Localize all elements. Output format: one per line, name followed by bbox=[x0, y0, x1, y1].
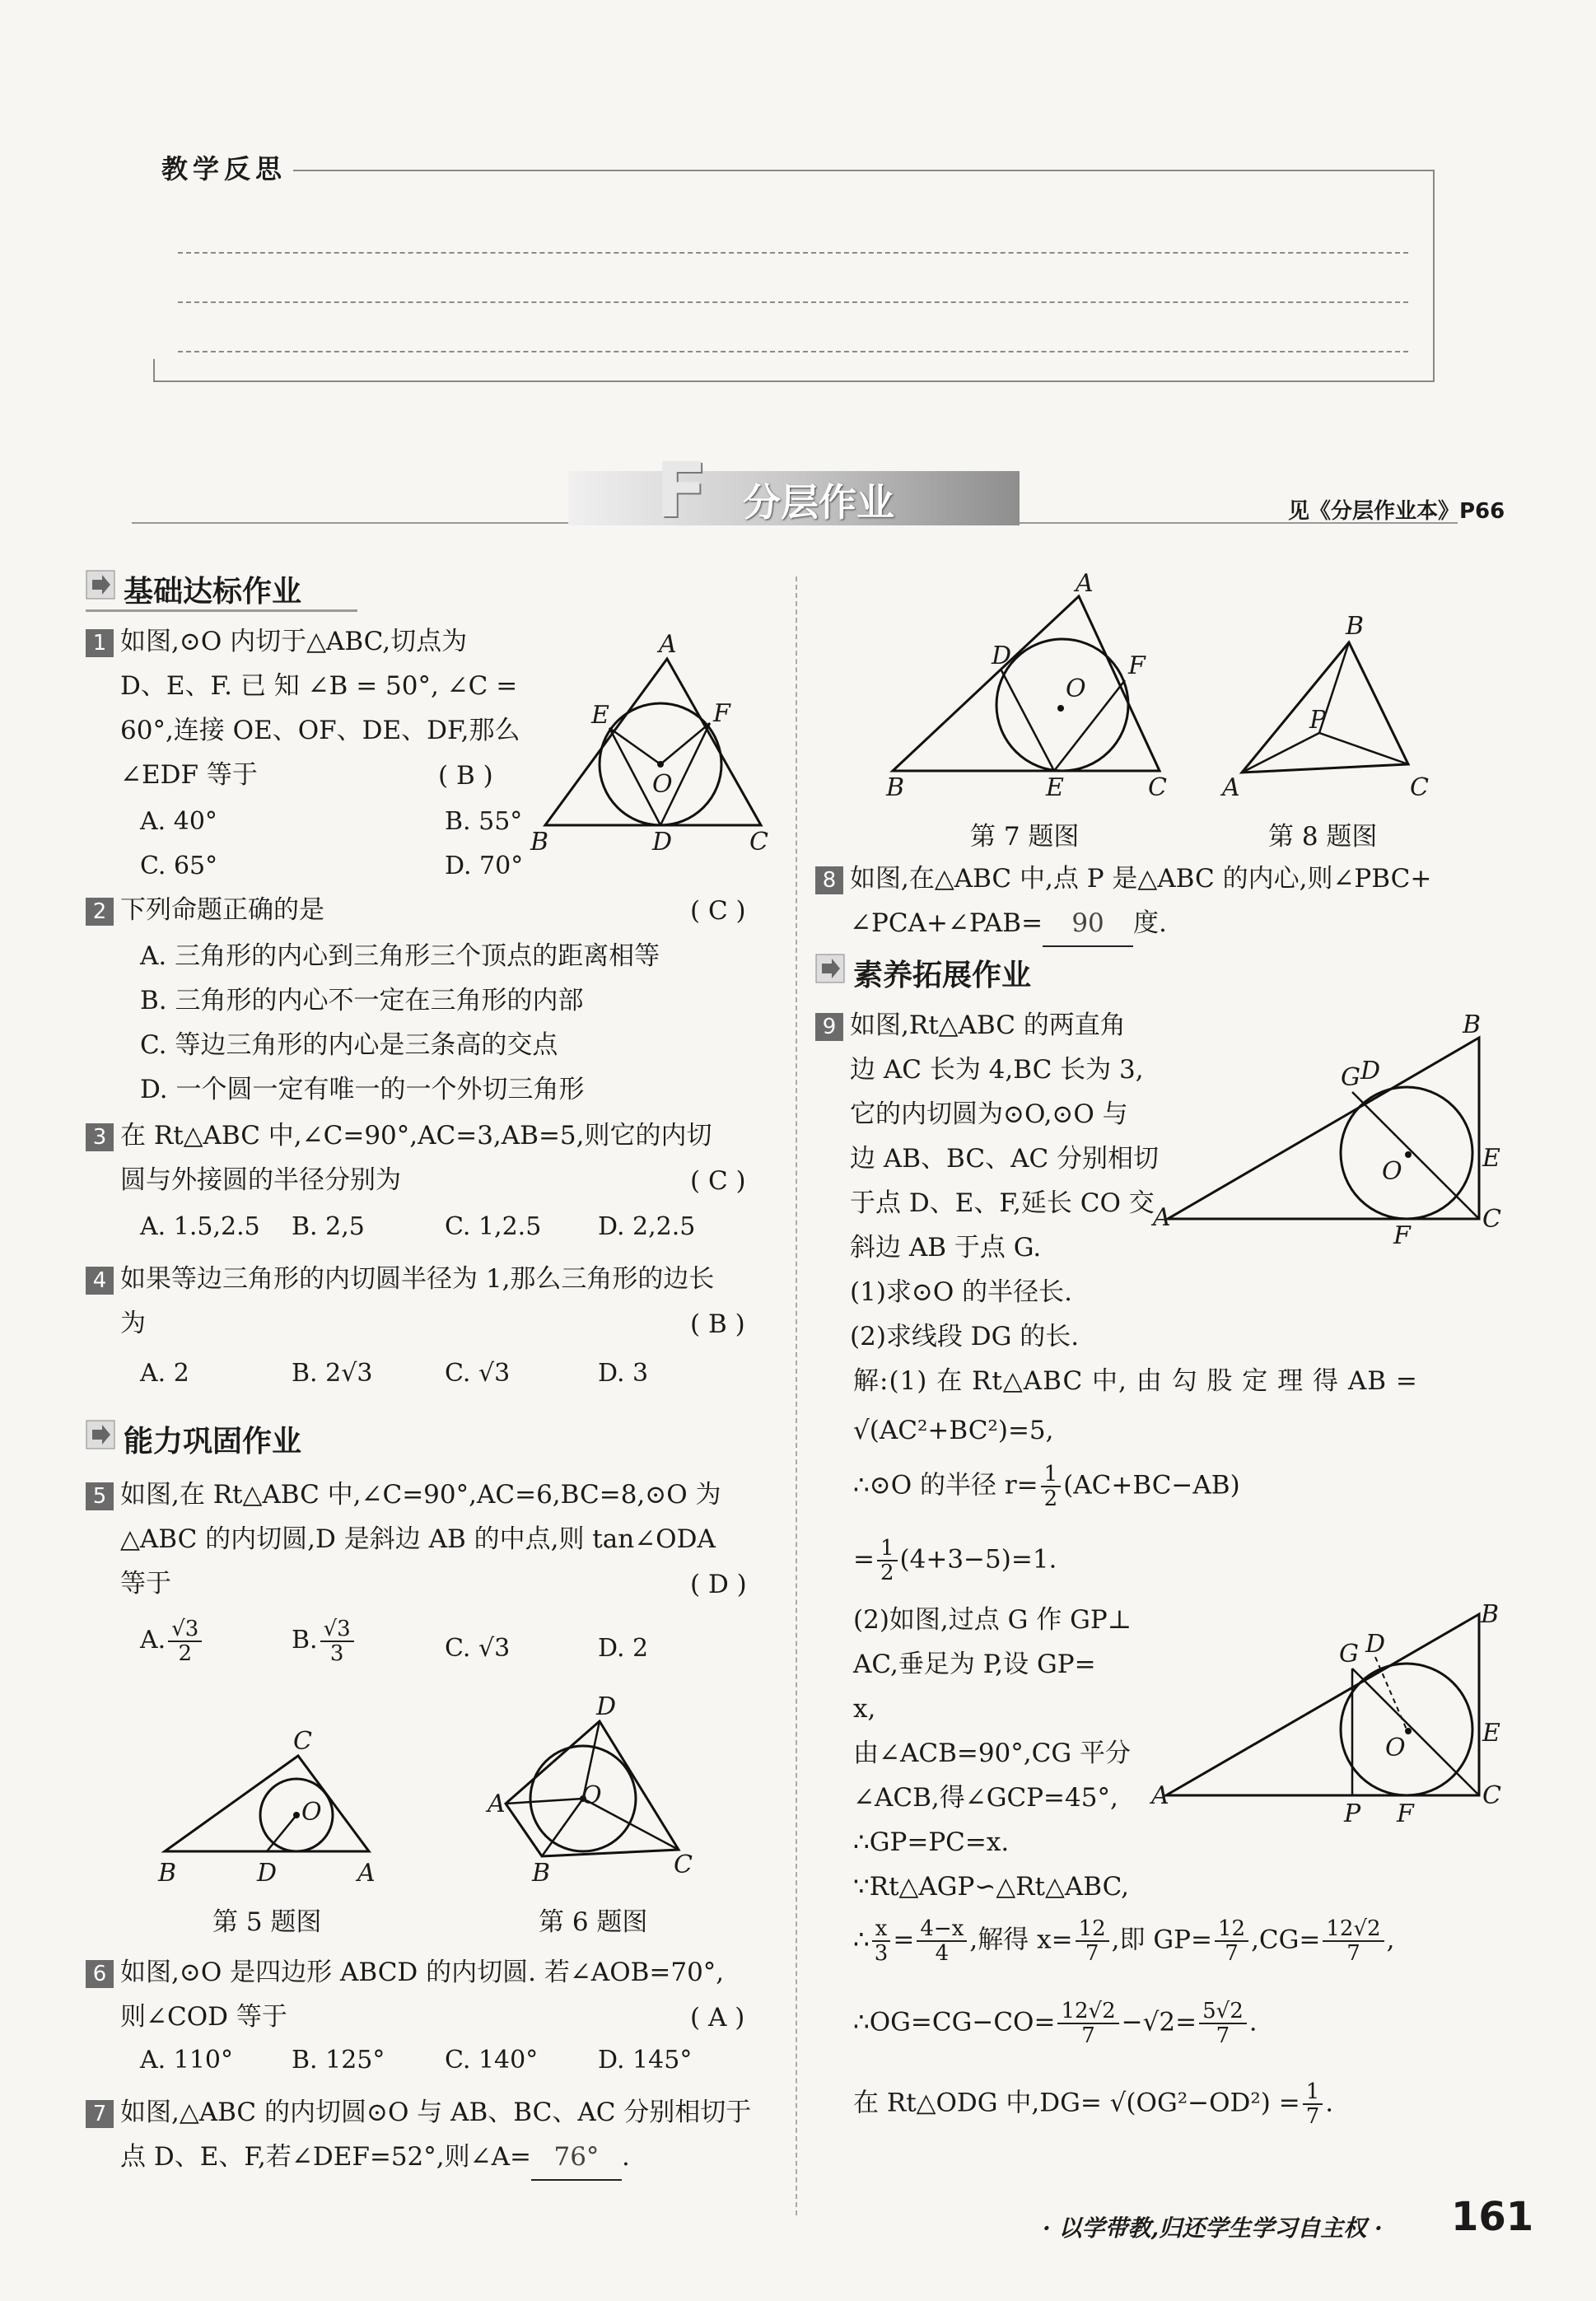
svg-text:D: D bbox=[992, 642, 1012, 670]
q9-solution-12: ∴ $\frac{x}{3}$ = $\frac{4-x}{4}$ ,解得 x= $\frac{12}{7}$ ,即 GP= $\frac{12}{7}$ ,CG= $\frac{12√2}{7}$ , bbox=[853, 1916, 1395, 1966]
q6-figure bbox=[483, 1697, 721, 1886]
q2-answer: ( C ) bbox=[690, 896, 746, 926]
q8-figure bbox=[1217, 609, 1440, 807]
fig5-caption: 第 5 题图 bbox=[212, 1907, 322, 1937]
q1-figure bbox=[527, 626, 774, 856]
q8-line-2: ∠PCA+∠PAB= 90 度. bbox=[850, 901, 1167, 947]
svg-text:C: C bbox=[749, 828, 768, 856]
q7-line-2: 点 D、E、F,若∠DEF=52°,则∠A= 76° . bbox=[120, 2135, 630, 2181]
q7-figure bbox=[881, 572, 1178, 810]
svg-text:A: A bbox=[488, 1790, 506, 1818]
svg-text:C: C bbox=[1410, 773, 1429, 802]
q5-line-1: 5 如图,在 Rt△ABC 中,∠C=90°,AC=6,BC=8,⊙O 为 bbox=[86, 1473, 721, 1517]
arrow-icon bbox=[815, 954, 845, 983]
svg-text:B: B bbox=[532, 1859, 551, 1886]
q5-line-2: △ABC 的内切圆,D 是斜边 AB 的中点,则 tan∠ODA bbox=[120, 1524, 716, 1554]
q9-solution-7: x, bbox=[853, 1694, 876, 1724]
q1-option-d: D. 70° bbox=[445, 852, 524, 880]
q3-option-c: C. 1,2.5 bbox=[445, 1212, 542, 1241]
q7-line-1: 7 如图,△ABC 的内切圆⊙O 与 AB、BC、AC 分别相切于 bbox=[86, 2090, 751, 2135]
q6-option-d: D. 145° bbox=[598, 2046, 693, 2075]
svg-text:C: C bbox=[293, 1727, 312, 1756]
q9-sub-2: (2)求线段 DG 的长. bbox=[850, 1322, 1080, 1351]
q8-blank: 90 bbox=[1043, 901, 1133, 947]
q5-option-d: D. 2 bbox=[598, 1634, 649, 1663]
q5-figure bbox=[153, 1725, 392, 1889]
q9-line-1: 9 如图,Rt△ABC 的两直角 bbox=[815, 1003, 1126, 1048]
q3-answer: ( C ) bbox=[690, 1166, 746, 1196]
q4-option-b: B. 2√3 bbox=[292, 1359, 373, 1388]
fig6-caption: 第 6 题图 bbox=[539, 1907, 648, 1937]
q9-line-3: 它的内切圆为⊙O,⊙O 与 bbox=[850, 1099, 1128, 1129]
svg-text:D: D bbox=[596, 1697, 617, 1721]
q9-figure-2 bbox=[1150, 1598, 1512, 1828]
q4-option-c: C. √3 bbox=[445, 1359, 511, 1388]
q4-line-2: 为 bbox=[120, 1309, 146, 1338]
q9-line-6: 斜边 AB 于点 G. bbox=[850, 1233, 1042, 1263]
fig8-caption: 第 8 题图 bbox=[1268, 822, 1378, 852]
svg-text:F: F bbox=[1397, 1799, 1414, 1828]
svg-text:A: A bbox=[659, 630, 677, 659]
q9-sub-1: (1)求⊙O 的半径长. bbox=[850, 1277, 1073, 1307]
svg-text:E: E bbox=[1046, 773, 1064, 802]
svg-text:O: O bbox=[1066, 674, 1086, 703]
section-extend-label: 素养拓展作业 bbox=[853, 959, 1032, 992]
q3-option-b: B. 2,5 bbox=[292, 1212, 365, 1241]
svg-text:B: B bbox=[886, 773, 905, 802]
svg-text:B: B bbox=[158, 1859, 177, 1888]
svg-text:F: F bbox=[1128, 651, 1146, 680]
q9-solution-14: 在 Rt△ODG 中,DG= √(OG²−OD²) = $\frac{1}{7}$ . bbox=[853, 2079, 1334, 2129]
svg-text:D: D bbox=[1360, 1057, 1381, 1085]
svg-text:B: B bbox=[1346, 612, 1365, 641]
q9-figure-1 bbox=[1150, 1005, 1512, 1252]
reflection-line-3 bbox=[178, 351, 1408, 352]
reflection-box-left bbox=[153, 359, 155, 382]
q2-option-a: A. 三角形的内心到三角形三个顶点的距离相等 bbox=[140, 941, 660, 971]
svg-text:A: A bbox=[357, 1859, 376, 1888]
section-basic bbox=[86, 563, 357, 612]
q6-answer: ( A ) bbox=[690, 2003, 745, 2033]
q9-line-5: 于点 D、E、F,延长 CO 交 bbox=[850, 1188, 1155, 1218]
q9-line-4: 边 AB、BC、AC 分别相切 bbox=[850, 1144, 1160, 1174]
arrow-icon bbox=[86, 570, 115, 600]
q6-option-b: B. 125° bbox=[292, 2046, 385, 2075]
q8-number: 8 bbox=[815, 866, 843, 894]
q5-option-c: C. √3 bbox=[445, 1634, 511, 1663]
column-divider bbox=[796, 576, 797, 2215]
q9-line-2: 边 AC 长为 4,BC 长为 3, bbox=[850, 1055, 1144, 1085]
q9-solution-1: 解:(1) 在 Rt△ABC 中, 由 勾 股 定 理 得 AB = bbox=[853, 1366, 1418, 1396]
q1-answer: ( B ) bbox=[438, 761, 493, 791]
svg-text:D: D bbox=[652, 828, 673, 856]
q2-option-d: D. 一个圆一定有唯一的一个外切三角形 bbox=[140, 1075, 585, 1104]
banner-ref: 见《分层作业本》P66 bbox=[1288, 499, 1505, 524]
svg-text:C: C bbox=[1482, 1781, 1501, 1810]
q9-solution-5: (2)如图,过点 G 作 GP⊥ bbox=[853, 1605, 1132, 1635]
q9-solution-3: ∴⊙O 的半径 r= $\frac{1}{2}$ (AC+BC−AB) bbox=[853, 1462, 1240, 1511]
svg-text:O: O bbox=[581, 1781, 602, 1810]
q1-line-3: 60°,连接 OE、OF、DE、DF,那么 bbox=[120, 716, 520, 745]
svg-text:A: A bbox=[1153, 1203, 1171, 1232]
q1-line-2: D、E、F. 已 知 ∠B = 50°, ∠C = bbox=[120, 671, 518, 701]
reflection-label: 教学反思 bbox=[161, 153, 287, 184]
q1-option-c: C. 65° bbox=[140, 852, 218, 880]
q2-option-c: C. 等边三角形的内心是三条高的交点 bbox=[140, 1030, 558, 1060]
svg-text:O: O bbox=[1382, 1157, 1402, 1186]
q5-option-b: B. $\frac{√3}{3}$ bbox=[292, 1617, 357, 1665]
svg-text:B: B bbox=[1481, 1600, 1500, 1629]
q1-number: 1 bbox=[86, 629, 114, 657]
section-basic-label: 基础达标作业 bbox=[124, 575, 302, 609]
arrow-icon bbox=[86, 1420, 115, 1449]
svg-text:A: A bbox=[1076, 572, 1094, 598]
svg-text:C: C bbox=[1148, 773, 1167, 802]
q3-option-d: D. 2,2.5 bbox=[598, 1212, 696, 1241]
q6-number: 6 bbox=[86, 1960, 114, 1988]
q9-solution-11: ∵Rt△AGP∽△Rt△ABC, bbox=[853, 1872, 1130, 1902]
q3-number: 3 bbox=[86, 1123, 114, 1151]
q9-solution-13: ∴OG=CG−CO= $\frac{12√2}{7}$ −√2= $\frac{5√2}{7}$ . bbox=[853, 1999, 1258, 2048]
q2-stem: 2 下列命题正确的是 bbox=[86, 888, 324, 932]
section-ability-label: 能力巩固作业 bbox=[124, 1425, 302, 1459]
svg-text:F: F bbox=[1393, 1221, 1411, 1250]
svg-text:E: E bbox=[1482, 1144, 1500, 1173]
q4-line-1: 4 如果等边三角形的内切圆半径为 1,那么三角形的边长 bbox=[86, 1257, 714, 1301]
svg-text:A: A bbox=[1151, 1781, 1169, 1810]
page-number: 161 bbox=[1451, 2194, 1534, 2240]
q5-number: 5 bbox=[86, 1482, 114, 1510]
svg-text:F: F bbox=[713, 699, 730, 728]
reflection-box bbox=[293, 170, 1435, 171]
q5-answer: ( D ) bbox=[690, 1570, 747, 1599]
svg-text:C: C bbox=[1482, 1205, 1501, 1234]
q7-number: 7 bbox=[86, 2100, 114, 2128]
svg-text:E: E bbox=[1482, 1719, 1500, 1748]
q3-option-a: A. 1.5,2.5 bbox=[140, 1212, 260, 1241]
q4-number: 4 bbox=[86, 1267, 114, 1295]
q6-option-c: C. 140° bbox=[445, 2046, 539, 2075]
reflection-box-bottom bbox=[153, 380, 1435, 382]
q6-line-2: 则∠COD 等于 bbox=[120, 2002, 287, 2032]
q1-option-a: A. 40° bbox=[140, 807, 217, 836]
q4-answer: ( B ) bbox=[690, 1309, 745, 1339]
q2-number: 2 bbox=[86, 898, 114, 926]
svg-text:G: G bbox=[1339, 1640, 1359, 1669]
q9-solution-4: = $\frac{1}{2}$ (4+3−5)=1. bbox=[853, 1536, 1057, 1585]
svg-text:D: D bbox=[257, 1859, 278, 1888]
q9-solution-2: √(AC²+BC²)=5, bbox=[853, 1416, 1054, 1445]
q4-option-d: D. 3 bbox=[598, 1359, 649, 1388]
q5-option-a: A. $\frac{√3}{2}$ bbox=[140, 1617, 204, 1665]
svg-text:P: P bbox=[1309, 706, 1327, 735]
banner-f-icon: F bbox=[656, 446, 707, 534]
reflection-line-1 bbox=[178, 252, 1408, 254]
svg-text:C: C bbox=[674, 1851, 693, 1879]
svg-text:B: B bbox=[530, 828, 549, 856]
footer-slogan: · 以学带教,归还学生学习自主权 · bbox=[1043, 2215, 1383, 2242]
svg-text:G: G bbox=[1341, 1063, 1360, 1092]
q6-option-a: A. 110° bbox=[140, 2046, 233, 2075]
reflection-line-2 bbox=[178, 301, 1408, 303]
svg-text:E: E bbox=[591, 701, 609, 730]
svg-text:O: O bbox=[301, 1798, 322, 1827]
svg-text:A: A bbox=[1222, 773, 1240, 802]
q8-line-1: 8 如图,在△ABC 中,点 P 是△ABC 的内心,则∠PBC+ bbox=[815, 856, 1431, 901]
q7-blank: 76° bbox=[531, 2135, 622, 2181]
banner-title: 分层作业 bbox=[743, 480, 894, 525]
q9-solution-6: AC,垂足为 P,设 GP= bbox=[853, 1650, 1096, 1679]
fig7-caption: 第 7 题图 bbox=[970, 822, 1080, 852]
q3-line-2: 圆与外接圆的半径分别为 bbox=[120, 1165, 401, 1195]
q3-line-1: 3 在 Rt△ABC 中,∠C=90°,AC=3,AB=5,则它的内切 bbox=[86, 1113, 712, 1158]
q2-option-b: B. 三角形的内心不一定在三角形的内部 bbox=[140, 986, 584, 1015]
svg-text:P: P bbox=[1344, 1799, 1361, 1828]
q9-solution-8: 由∠ACB=90°,CG 平分 bbox=[853, 1739, 1131, 1768]
q4-option-a: A. 2 bbox=[140, 1359, 189, 1388]
q9-number: 9 bbox=[815, 1013, 843, 1041]
q1-line-4: ∠EDF 等于 bbox=[120, 760, 258, 790]
svg-text:O: O bbox=[652, 770, 673, 799]
q1-option-b: B. 55° bbox=[445, 807, 523, 836]
q9-solution-10: ∴GP=PC=x. bbox=[853, 1827, 1010, 1857]
svg-text:O: O bbox=[1385, 1734, 1406, 1762]
svg-text:B: B bbox=[1463, 1010, 1482, 1039]
q5-line-3: 等于 bbox=[120, 1569, 171, 1599]
reflection-box-right bbox=[1433, 170, 1435, 382]
svg-text:D: D bbox=[1365, 1630, 1386, 1659]
q6-line-1: 6 如图,⊙O 是四边形 ABCD 的内切圆. 若∠AOB=70°, bbox=[86, 1950, 724, 1995]
q1-line-1: 1 如图,⊙O 内切于△ABC,切点为 bbox=[86, 619, 467, 664]
q9-solution-9: ∠ACB,得∠GCP=45°, bbox=[853, 1783, 1118, 1813]
